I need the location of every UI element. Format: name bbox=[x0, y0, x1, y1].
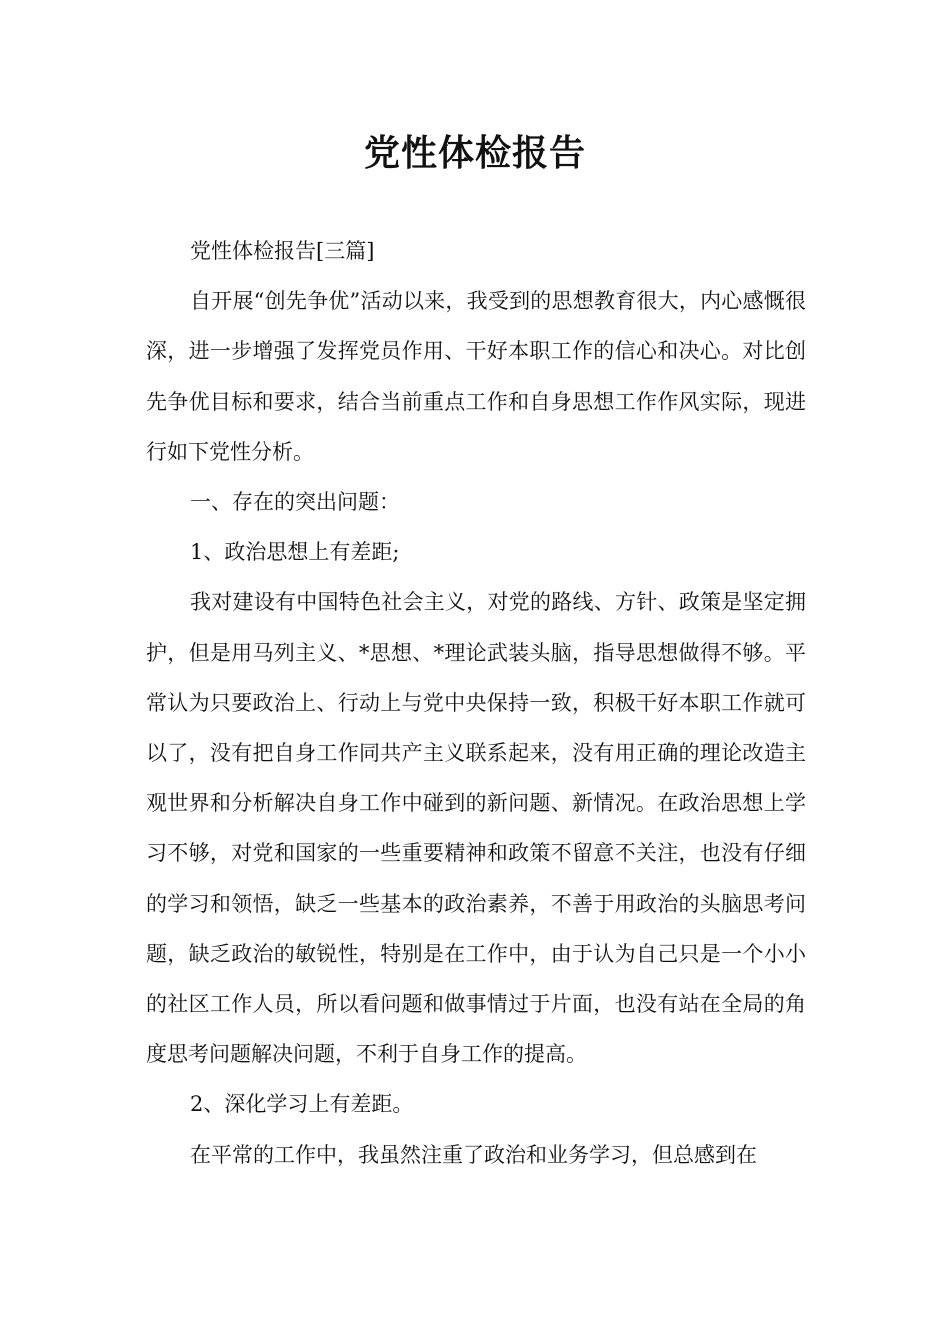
paragraph-political-thought: 我对建设有中国特色社会主义，对党的路线、方针、政策是坚定拥护，但是用马列主义、*思想、*理论武装头脑，指导思想做得不够。平常认为只要政治上、行动上与党中央保持一致，积极干好本职工作就可以了，没有把自身工作同共产主义联系起来，没有用正确的理论改造主观世界和分析解决自身工作中碰到的新问题、新情况。在政治思想上学习不够，对党和国家的一些重要精神和政策不留意不关注，也没有仔细的学习和领悟，缺乏一些基本的政治素养，不善于用政治的头脑思考问题，缺乏政治的敏锐性，特别是在工作中，由于认为自己只是一个小小的社区工作人员，所以看问题和做事情过于片面，也没有站在全局的角度思考问题解决问题，不利于自身工作的提高。 bbox=[146, 590, 806, 1067]
subheading-political-thought: 1、政治思想上有差距; bbox=[190, 540, 400, 565]
paragraph-intro: 自开展“创先争优”活动以来，我受到的思想教育很大，内心感慨很深，进一步增强了发挥党员作用、干好本职工作的信心和决心。对比创先争优目标和要求，结合当前重点工作和自身思想工作作风实际，现进行如下党性分析。 bbox=[146, 289, 806, 464]
paragraph-subtitle: 党性体检报告[三篇] bbox=[190, 239, 375, 263]
section-heading-problems: 一、存在的突出问题： bbox=[190, 490, 400, 515]
document-body bbox=[146, 226, 806, 1180]
document-title: 党性体检报告 bbox=[363, 132, 586, 174]
paragraph-deep-study: 在平常的工作中，我虽然注重了政治和业务学习，但总感到在 bbox=[190, 1142, 757, 1167]
subheading-deep-study: 2、深化学习上有差距。 bbox=[190, 1092, 414, 1117]
